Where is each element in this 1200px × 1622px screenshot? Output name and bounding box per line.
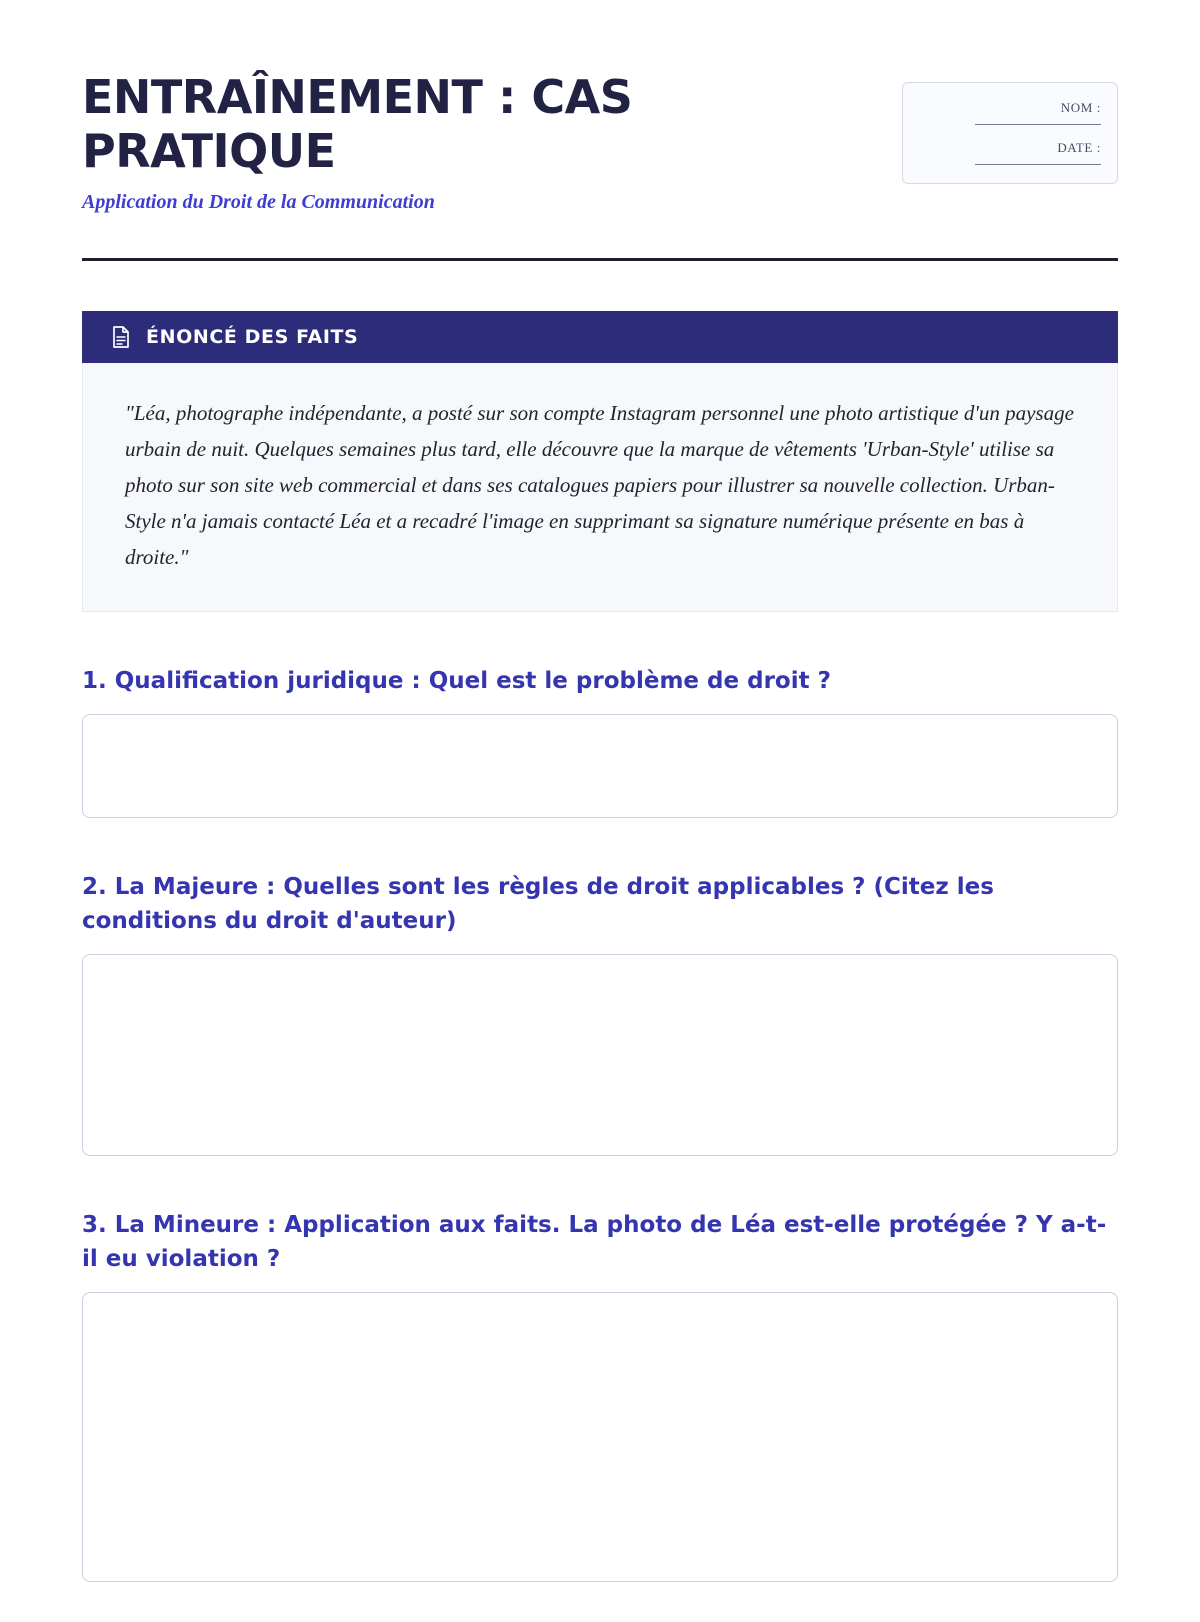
question-2-label: 2. La Majeure : Quelles sont les règles de droit applicables ? (Citez les conditions du droit d'auteur)	[82, 874, 994, 935]
question-3-label: 3. La Mineure : Application aux faits. La photo de Léa est-elle protégée ? Y a-t-il eu violation ?	[82, 1212, 1107, 1273]
name-write-line[interactable]	[975, 123, 1101, 125]
page-header	[82, 70, 1118, 214]
question-1	[82, 664, 1118, 818]
question-1-label: 1. Qualification juridique : Quel est le problème de droit ?	[82, 668, 831, 695]
page-title: ENTRAÎNEMENT : CAS PRATIQUE	[82, 70, 633, 179]
name-label: NOM :	[1060, 100, 1101, 115]
date-write-line[interactable]	[975, 163, 1101, 165]
answer-input-2[interactable]	[82, 954, 1118, 1156]
name-date-box	[902, 82, 1118, 184]
date-row	[919, 139, 1101, 165]
answer-input-3[interactable]	[82, 1292, 1118, 1582]
page-subtitle: Application du Droit de la Communication	[82, 190, 435, 213]
header-divider	[82, 258, 1118, 261]
facts-heading: ÉNONCÉ DES FAITS	[146, 325, 359, 348]
facts-text: "Léa, photographe indépendante, a posté sur son compte Instagram personnel une photo artistique d'un paysage urbain de nuit. Quelques semaines plus tard, elle découvre que la marque de vêtements 'Urban-Style' utilise sa photo sur son site web commercial et dans ses catalogues papiers pour illustrer sa nouvelle collection. Urban-Style n'a jamais contacté Léa et a recadré l'image en supprimant sa signature numérique présente en bas à droite."	[125, 400, 1074, 569]
answer-input-1[interactable]	[82, 714, 1118, 818]
document-icon	[110, 325, 132, 349]
question-2	[82, 870, 1118, 1156]
date-label: DATE :	[1057, 140, 1101, 155]
name-row	[919, 99, 1101, 125]
facts-header-bar	[82, 311, 1118, 363]
facts-body	[82, 363, 1118, 613]
question-3	[82, 1208, 1118, 1582]
facts-section	[82, 311, 1118, 613]
header-titles	[82, 70, 782, 214]
